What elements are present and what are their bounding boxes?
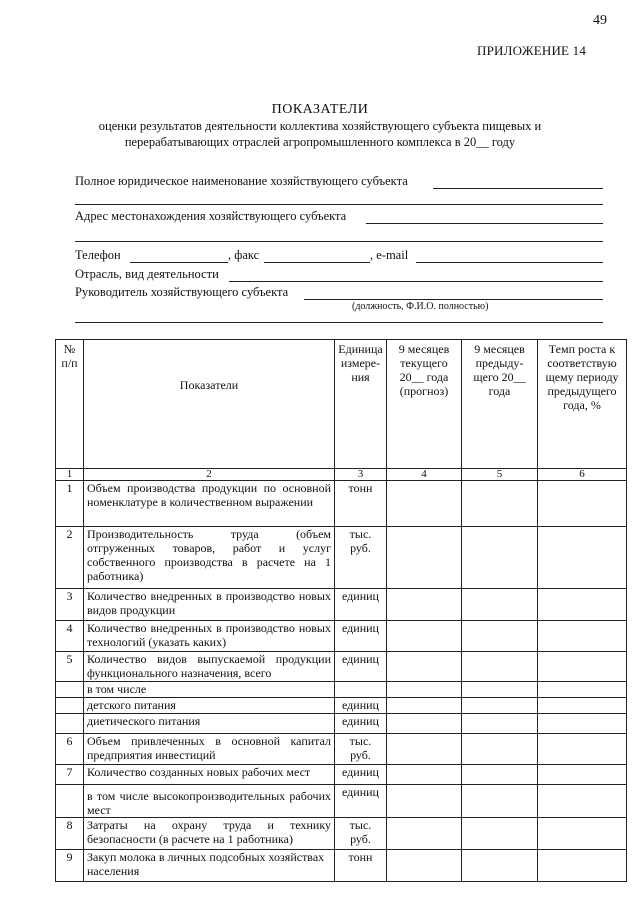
row-unit: тонн <box>335 481 387 527</box>
indicators-table <box>55 339 627 882</box>
value-cell[interactable] <box>387 481 462 527</box>
table-row <box>56 765 627 785</box>
value-cell[interactable] <box>538 481 627 527</box>
col-number: 1 <box>56 469 84 481</box>
value-cell[interactable] <box>462 714 538 734</box>
phone-label: Телефон <box>75 248 121 262</box>
document-subtitle-line1: оценки результатов деятельности коллектива хозяйствующего субъекта пищевых и <box>98 119 542 133</box>
table-column-numbers-row <box>56 469 627 481</box>
table-row <box>56 621 627 652</box>
head-line <box>304 299 603 300</box>
value-cell[interactable] <box>387 850 462 882</box>
table-row <box>56 682 627 698</box>
header-previous-year: 9 месяцев предыду-щего 20__ года <box>462 340 538 469</box>
value-cell[interactable] <box>387 682 462 698</box>
document-subtitle-line2: перерабатывающих отраслей агропромышленного комплекса в 20__ году <box>124 135 516 149</box>
header-unit: Единица измере-ния <box>335 340 387 469</box>
row-indicator: Объем привлеченных в основной капитал предприятия инвестиций <box>84 734 335 765</box>
row-indicator: Количество созданных новых рабочих мест <box>84 765 335 785</box>
row-number: 2 <box>56 527 84 589</box>
head-line-2 <box>75 322 603 323</box>
col-number: 5 <box>462 469 538 481</box>
email-label: , e-mail <box>370 248 409 262</box>
col-number: 3 <box>335 469 387 481</box>
industry-line <box>229 281 603 282</box>
value-cell[interactable] <box>462 589 538 621</box>
row-number <box>56 682 84 698</box>
row-unit: тыс. руб. <box>335 527 387 589</box>
phone-line <box>130 262 228 263</box>
col-number: 6 <box>538 469 627 481</box>
value-cell[interactable] <box>387 785 462 818</box>
value-cell[interactable] <box>538 818 627 850</box>
value-cell[interactable] <box>538 682 627 698</box>
industry-label: Отрасль, вид деятельности <box>75 267 219 281</box>
email-line <box>416 262 603 263</box>
value-cell[interactable] <box>462 785 538 818</box>
value-cell[interactable] <box>387 652 462 682</box>
row-unit: тыс. руб. <box>335 734 387 765</box>
header-current-year: 9 месяцев текущего 20__ года (прогноз) <box>387 340 462 469</box>
table-row <box>56 589 627 621</box>
value-cell[interactable] <box>462 818 538 850</box>
value-cell[interactable] <box>538 785 627 818</box>
table-row <box>56 734 627 765</box>
value-cell[interactable] <box>387 527 462 589</box>
row-number <box>56 714 84 734</box>
row-number <box>56 698 84 714</box>
value-cell[interactable] <box>538 652 627 682</box>
value-cell[interactable] <box>462 652 538 682</box>
row-indicator: Закуп молока в личных подсобных хозяйствах населения <box>84 850 335 882</box>
table-header-row <box>56 340 627 469</box>
table-row <box>56 818 627 850</box>
value-cell[interactable] <box>387 589 462 621</box>
row-unit: единиц <box>335 714 387 734</box>
row-indicator: Затраты на охрану труда и технику безопасности (в расчете на 1 работника) <box>84 818 335 850</box>
value-cell[interactable] <box>462 481 538 527</box>
table-row <box>56 714 627 734</box>
head-hint: (должность, Ф.И.О. полностью) <box>352 301 489 312</box>
row-number: 3 <box>56 589 84 621</box>
row-unit: единиц <box>335 785 387 818</box>
row-indicator: в том числе <box>84 682 335 698</box>
header-num: № п/п <box>56 340 84 469</box>
row-unit: тонн <box>335 850 387 882</box>
row-indicator: Объем производства продукции по основной номенклатуре в количественном выражении <box>84 481 335 527</box>
value-cell[interactable] <box>462 682 538 698</box>
table-row <box>56 785 627 818</box>
row-indicator: Количество внедренных в производство новых видов продукции <box>84 589 335 621</box>
table-row <box>56 527 627 589</box>
header-growth-rate: Темп роста к соответствую щему периоду предыдущего года, % <box>538 340 627 469</box>
value-cell[interactable] <box>538 589 627 621</box>
full-name-line <box>433 188 603 189</box>
row-number: 1 <box>56 481 84 527</box>
value-cell[interactable] <box>538 698 627 714</box>
row-number: 8 <box>56 818 84 850</box>
header-indicator: Показатели <box>84 340 335 469</box>
row-unit: единиц <box>335 652 387 682</box>
value-cell[interactable] <box>387 765 462 785</box>
value-cell[interactable] <box>462 698 538 714</box>
page-number: 49 <box>593 13 607 28</box>
address-label: Адрес местонахождения хозяйствующего субъекта <box>75 209 347 223</box>
table-row <box>56 652 627 682</box>
appendix-label: ПРИЛОЖЕНИЕ 14 <box>477 43 587 58</box>
fax-label: , факс <box>228 248 260 262</box>
row-unit: тыс. руб. <box>335 818 387 850</box>
row-number: 5 <box>56 652 84 682</box>
value-cell[interactable] <box>538 714 627 734</box>
document-title: ПОКАЗАТЕЛИ <box>271 102 369 117</box>
row-indicator: Производительность труда (объем отгруженных товаров, работ и услуг собственного производства в расчете на 1 работника) <box>84 527 335 589</box>
value-cell[interactable] <box>538 734 627 765</box>
value-cell[interactable] <box>538 527 627 589</box>
full-name-label: Полное юридическое наименование хозяйствующего субъекта <box>75 174 408 188</box>
row-indicator: детского питания <box>84 698 335 714</box>
row-unit: единиц <box>335 698 387 714</box>
value-cell[interactable] <box>538 765 627 785</box>
row-unit: единиц <box>335 621 387 652</box>
row-number <box>56 785 84 818</box>
head-label: Руководитель хозяйствующего субъекта <box>75 285 289 299</box>
value-cell[interactable] <box>462 850 538 882</box>
row-indicator: в том числе высокопроизводительных рабочих мест <box>84 785 335 818</box>
address-line-2 <box>75 241 603 242</box>
col-number: 4 <box>387 469 462 481</box>
row-number: 6 <box>56 734 84 765</box>
value-cell[interactable] <box>538 621 627 652</box>
row-indicator: Количество внедренных в производство новых технологий (указать каких) <box>84 621 335 652</box>
value-cell[interactable] <box>387 818 462 850</box>
fax-line <box>264 262 370 263</box>
value-cell[interactable] <box>462 621 538 652</box>
row-unit: единиц <box>335 589 387 621</box>
value-cell[interactable] <box>538 850 627 882</box>
row-number: 4 <box>56 621 84 652</box>
address-line <box>366 223 603 224</box>
row-indicator: Количество видов выпускаемой продукции функционального назначения, всего <box>84 652 335 682</box>
col-number: 2 <box>84 469 335 481</box>
value-cell[interactable] <box>387 621 462 652</box>
value-cell[interactable] <box>462 527 538 589</box>
value-cell[interactable] <box>387 698 462 714</box>
full-name-line-2 <box>75 204 603 205</box>
table-row <box>56 481 627 527</box>
row-number: 7 <box>56 765 84 785</box>
row-unit: единиц <box>335 765 387 785</box>
table-row <box>56 698 627 714</box>
row-indicator: диетического питания <box>84 714 335 734</box>
row-number: 9 <box>56 850 84 882</box>
value-cell[interactable] <box>462 765 538 785</box>
value-cell[interactable] <box>387 714 462 734</box>
row-unit <box>335 682 387 698</box>
table-row <box>56 850 627 882</box>
value-cell[interactable] <box>462 734 538 765</box>
value-cell[interactable] <box>387 734 462 765</box>
